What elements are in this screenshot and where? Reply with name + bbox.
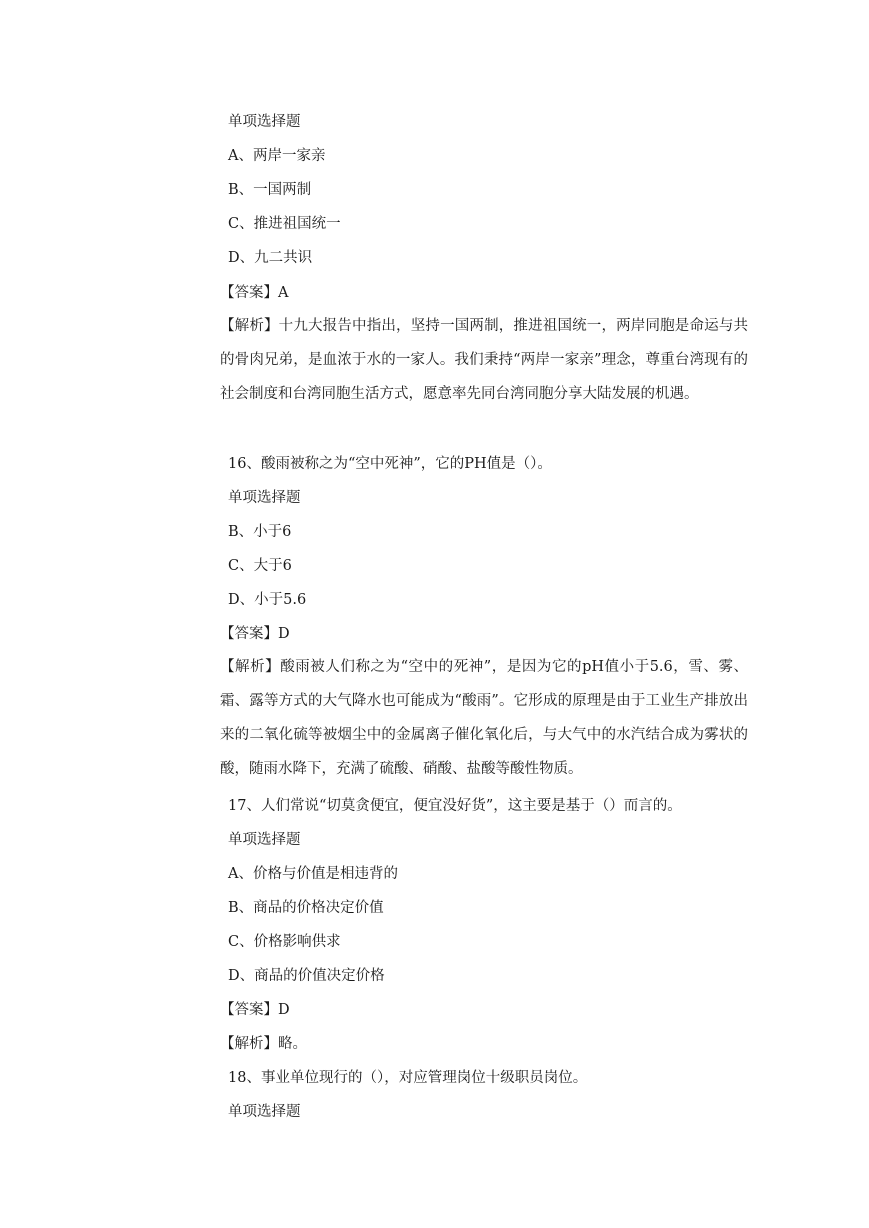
option-c: C、推进祖国统一 bbox=[228, 216, 341, 232]
question-type-label: 单项选择题 bbox=[228, 490, 301, 506]
option-c: C、大于6 bbox=[228, 558, 292, 574]
explanation-line: 【解析】略。 bbox=[220, 1036, 307, 1052]
explanation-paragraph: 【解析】十九大报告中指出，坚持一国两制，推进祖国统一，两岸同胞是命运与共的骨肉兄弟，是血浓于水的一家人。我们秉持“两岸一家亲”理念，尊重台湾现有的社会制度和台湾同胞生活方式，愿意率先同台湾同胞分享大陆发展的机遇。 bbox=[220, 318, 748, 402]
answer-line: 【答案】D bbox=[220, 626, 290, 642]
option-d: D、商品的价值决定价格 bbox=[228, 968, 385, 984]
option-a: A、两岸一家亲 bbox=[228, 148, 326, 164]
option-b: B、商品的价格决定价值 bbox=[228, 900, 384, 916]
question-16: 16、酸雨被称之为“空中死神”，它的PH值是（）。 bbox=[228, 456, 552, 472]
question-18: 18、事业单位现行的（），对应管理岗位十级职员岗位。 bbox=[228, 1070, 588, 1086]
explanation-paragraph: 【解析】酸雨被人们称之为“空中的死神”，是因为它的pH值小于5.6，雪、雾、霜、露等方式的大气降水也可能成为“酸雨”。它形成的原理是由于工业生产排放出来的二氧化硫等被烟尘中的金属离子催化氧化后，与大气中的水汽结合成为雾状的酸，随雨水降下，充满了硫酸、硝酸、盐酸等酸性物质。 bbox=[220, 659, 748, 777]
question-type-label: 单项选择题 bbox=[228, 114, 301, 130]
answer-line: 【答案】A bbox=[220, 285, 289, 301]
option-d: D、小于5.6 bbox=[228, 592, 307, 608]
option-a: A、价格与价值是相违背的 bbox=[228, 866, 398, 882]
option-b: B、小于6 bbox=[228, 524, 292, 540]
answer-line: 【答案】D bbox=[220, 1002, 290, 1018]
question-17: 17、人们常说“切莫贪便宜，便宜没好货”，这主要是基于（）而言的。 bbox=[228, 798, 682, 814]
option-d: D、九二共识 bbox=[228, 250, 313, 266]
question-type-label: 单项选择题 bbox=[228, 832, 301, 848]
option-c: C、价格影响供求 bbox=[228, 934, 341, 950]
option-b: B、一国两制 bbox=[228, 182, 312, 198]
question-type-label: 单项选择题 bbox=[228, 1104, 301, 1120]
